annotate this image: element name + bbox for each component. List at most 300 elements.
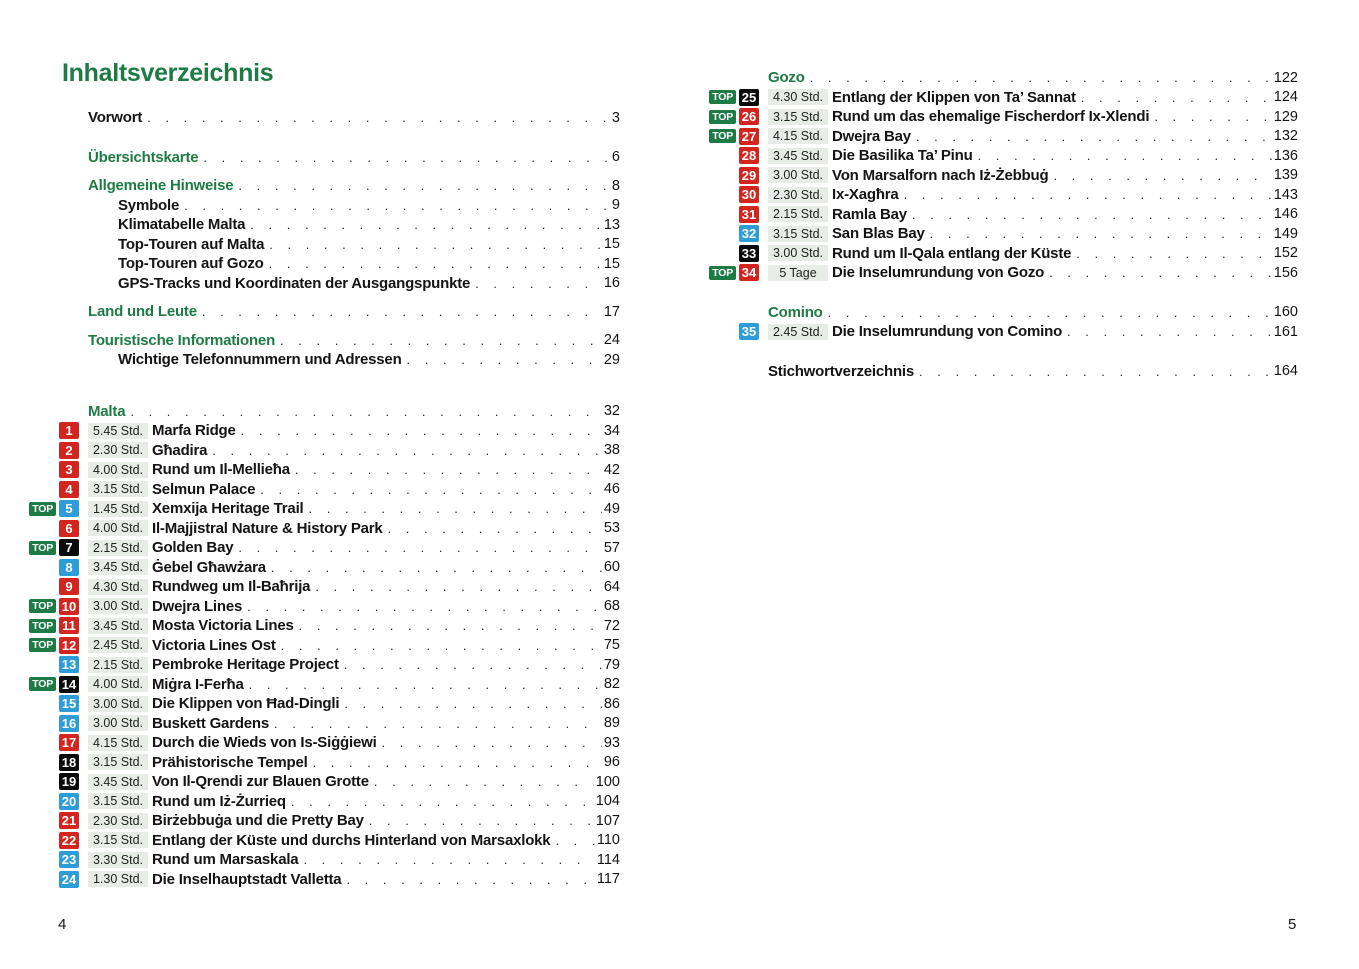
toc-entry-label: Übersichtskarte xyxy=(88,148,199,166)
page-ref: 143 xyxy=(1273,186,1298,203)
page-ref: 49 xyxy=(603,500,620,517)
dot-leader xyxy=(309,501,602,516)
dot-leader xyxy=(344,696,602,711)
top-badge: TOP xyxy=(29,677,56,691)
page-ref: 93 xyxy=(603,734,620,751)
tour-duration: 3.15 Std. xyxy=(88,754,148,770)
toc-entry xyxy=(710,362,1298,382)
tour-badges xyxy=(30,578,79,595)
tour-duration: 3.00 Std. xyxy=(768,167,828,183)
folio-page-number-left: 4 xyxy=(58,916,67,933)
tour-duration: 4.00 Std. xyxy=(88,462,148,478)
page-ref: 16 xyxy=(603,275,620,292)
tour-row xyxy=(710,146,1298,166)
page-ref: 38 xyxy=(603,442,620,459)
toc-entry-label: Land und Leute xyxy=(88,303,197,321)
dot-leader xyxy=(313,755,602,770)
top-badge: TOP xyxy=(709,129,736,143)
tour-duration: 3.30 Std. xyxy=(88,852,148,868)
tour-title: Prähistorische Tempel xyxy=(152,753,308,771)
tour-row xyxy=(30,460,620,480)
tour-number-badge: 20 xyxy=(59,793,79,810)
dot-leader xyxy=(269,237,602,252)
tour-title: Rund um Il-Mellieħa xyxy=(152,461,290,479)
tour-row xyxy=(30,655,620,675)
tour-number-badge: 8 xyxy=(59,559,79,576)
tour-row xyxy=(710,166,1298,186)
dot-leader xyxy=(238,178,610,193)
dot-leader xyxy=(919,364,1272,379)
toc-entry xyxy=(30,350,620,370)
tour-badges xyxy=(30,871,79,888)
tour-title: Golden Bay xyxy=(152,539,234,557)
toc-entry-label: Symbole xyxy=(118,196,180,214)
page-ref: 164 xyxy=(1273,363,1298,380)
tour-number-badge: 9 xyxy=(59,578,79,595)
page-ref: 29 xyxy=(603,351,620,368)
tour-badges xyxy=(710,225,759,242)
top-badge: TOP xyxy=(709,90,736,104)
tour-duration: 5 Tage xyxy=(768,265,828,281)
tour-title: Entlang der Klippen von Ta’ Sannat xyxy=(832,88,1076,106)
page-ref: 104 xyxy=(595,793,620,810)
tour-number-badge: 14 xyxy=(59,676,79,693)
tour-title: Birżebbuġa und die Pretty Bay xyxy=(152,812,364,830)
tour-row xyxy=(710,322,1298,342)
tour-badges xyxy=(30,715,79,732)
tour-number-badge: 10 xyxy=(59,598,79,615)
tour-duration: 2.15 Std. xyxy=(88,540,148,556)
tour-badges xyxy=(710,245,759,262)
page-ref: 132 xyxy=(1273,128,1298,145)
tour-duration: 3.15 Std. xyxy=(768,226,828,242)
tour-row xyxy=(30,616,620,636)
page-ref: 79 xyxy=(603,656,620,673)
tour-number-badge: 11 xyxy=(59,617,79,634)
page-ref: 53 xyxy=(603,520,620,537)
tour-title: Rundweg um Il-Baħrija xyxy=(152,578,311,596)
tour-number-badge: 24 xyxy=(59,871,79,888)
page-ref: 8 xyxy=(611,177,620,194)
page-ref: 96 xyxy=(603,754,620,771)
tour-row xyxy=(30,636,620,656)
tour-badges xyxy=(30,637,79,654)
dot-leader xyxy=(203,150,610,165)
tour-duration: 3.45 Std. xyxy=(88,774,148,790)
tour-badges xyxy=(30,754,79,771)
dot-leader xyxy=(260,482,602,497)
toc-entry xyxy=(30,402,620,422)
tour-title: Durch die Wieds von Is-Siġġiewi xyxy=(152,734,377,752)
dot-leader xyxy=(249,677,602,692)
page-ref: 15 xyxy=(603,255,620,272)
dot-leader xyxy=(1067,324,1272,339)
dot-leader xyxy=(291,794,594,809)
tour-row xyxy=(30,733,620,753)
page-ref: 114 xyxy=(596,851,620,868)
page-ref: 9 xyxy=(611,197,620,214)
tour-badges xyxy=(710,89,759,106)
top-badge: TOP xyxy=(29,599,56,613)
tour-badges xyxy=(30,734,79,751)
tour-badges xyxy=(30,832,79,849)
tour-row xyxy=(710,263,1298,283)
top-badge: TOP xyxy=(29,619,56,633)
tour-number-badge: 17 xyxy=(59,734,79,751)
toc-entry xyxy=(30,148,620,168)
tour-number-badge: 18 xyxy=(59,754,79,771)
tour-duration: 3.15 Std. xyxy=(768,109,828,125)
tour-duration: 4.30 Std. xyxy=(768,89,828,105)
toc-entry-label: Vorwort xyxy=(88,109,143,127)
tour-duration: 2.30 Std. xyxy=(88,813,148,829)
dot-leader xyxy=(271,560,602,575)
dot-leader xyxy=(147,110,610,125)
toc-entry-label: GPS-Tracks und Koordinaten der Ausgangspunkte xyxy=(118,274,471,292)
tour-number-badge: 5 xyxy=(59,500,79,517)
tour-row xyxy=(710,127,1298,147)
page-ref: 64 xyxy=(603,578,620,595)
page-ref: 89 xyxy=(603,715,620,732)
page-ref: 124 xyxy=(1273,89,1298,106)
tour-number-badge: 7 xyxy=(59,539,79,556)
tour-title: Ramla Bay xyxy=(832,205,907,223)
tour-number-badge: 23 xyxy=(59,851,79,868)
toc-entry xyxy=(710,68,1298,88)
tour-row xyxy=(30,772,620,792)
tour-title: Die Inselumrundung von Comino xyxy=(832,323,1063,341)
toc-entry-label: Allgemeine Hinweise xyxy=(88,177,234,195)
tour-title: Victoria Lines Ost xyxy=(152,636,276,654)
tour-row xyxy=(30,538,620,558)
tour-duration: 2.15 Std. xyxy=(88,657,148,673)
tour-title: Von Marsalforn nach Iż-Żebbuġ xyxy=(832,166,1049,184)
page-ref: 32 xyxy=(603,403,620,420)
page-ref: 75 xyxy=(603,637,620,654)
page-ref: 107 xyxy=(595,812,620,829)
tour-duration: 3.45 Std. xyxy=(88,559,148,575)
tour-row xyxy=(30,850,620,870)
tour-duration: 3.00 Std. xyxy=(88,598,148,614)
dot-leader xyxy=(130,404,602,419)
tour-row xyxy=(30,480,620,500)
tour-title: Die Klippen von Ħad-Dingli xyxy=(152,695,340,713)
dot-leader xyxy=(274,716,602,731)
tour-number-badge: 1 xyxy=(59,422,79,439)
tour-row xyxy=(710,244,1298,264)
toc-entry xyxy=(30,254,620,274)
page-ref: 160 xyxy=(1273,304,1298,321)
page-ref: 6 xyxy=(611,149,620,166)
tour-badges xyxy=(30,539,79,556)
tour-duration: 4.00 Std. xyxy=(88,676,148,692)
tour-duration: 2.30 Std. xyxy=(88,442,148,458)
toc-entry xyxy=(30,215,620,235)
tour-number-badge: 35 xyxy=(739,323,759,340)
tour-title: Pembroke Heritage Project xyxy=(152,656,339,674)
tour-badges xyxy=(30,442,79,459)
tour-number-badge: 34 xyxy=(739,264,759,281)
dot-leader xyxy=(299,618,602,633)
toc-entry-label: Wichtige Telefonnummern und Adressen xyxy=(118,351,402,369)
dot-leader xyxy=(374,774,594,789)
tour-number-badge: 21 xyxy=(59,812,79,829)
tour-title: Von Il-Qrendi zur Blauen Grotte xyxy=(152,773,369,791)
tour-duration: 3.15 Std. xyxy=(88,832,148,848)
tour-duration: 3.45 Std. xyxy=(768,148,828,164)
tour-number-badge: 25 xyxy=(739,89,759,106)
dot-leader xyxy=(212,443,602,458)
toc-page-right xyxy=(710,68,1298,381)
top-badge: TOP xyxy=(29,638,56,652)
tour-number-badge: 28 xyxy=(739,147,759,164)
dot-leader xyxy=(269,256,602,271)
tour-badges xyxy=(710,167,759,184)
tour-number-badge: 33 xyxy=(739,245,759,262)
page-ref: 129 xyxy=(1273,108,1298,125)
tour-title: Die Inselumrundung von Gozo xyxy=(832,264,1045,282)
tour-badges xyxy=(30,851,79,868)
tour-badges xyxy=(30,676,79,693)
tour-duration: 2.45 Std. xyxy=(88,637,148,653)
toc-entry-label: Top-Touren auf Malta xyxy=(118,235,265,253)
dot-leader xyxy=(1076,246,1272,261)
tour-row xyxy=(30,421,620,441)
tour-row xyxy=(30,675,620,695)
tour-row xyxy=(710,107,1298,127)
tour-duration: 3.15 Std. xyxy=(88,793,148,809)
tour-badges xyxy=(30,500,79,517)
tour-duration: 1.30 Std. xyxy=(88,871,148,887)
tour-badges xyxy=(710,323,759,340)
dot-leader xyxy=(238,540,602,555)
top-badge: TOP xyxy=(29,541,56,555)
tour-row xyxy=(30,519,620,539)
toc-entry xyxy=(30,235,620,255)
tour-badges xyxy=(30,773,79,790)
dot-leader xyxy=(241,423,602,438)
dot-leader xyxy=(916,129,1272,144)
page-ref: 46 xyxy=(603,481,620,498)
dot-leader xyxy=(250,217,602,232)
tour-number-badge: 29 xyxy=(739,167,759,184)
page-ref: 34 xyxy=(603,422,620,439)
tour-row xyxy=(710,88,1298,108)
tour-number-badge: 32 xyxy=(739,225,759,242)
tour-row xyxy=(30,441,620,461)
dot-leader xyxy=(247,599,602,614)
dot-leader xyxy=(281,638,602,653)
dot-leader xyxy=(1049,265,1272,280)
tour-number-badge: 2 xyxy=(59,442,79,459)
tour-badges xyxy=(30,461,79,478)
tour-badges xyxy=(30,559,79,576)
tour-title: Entlang der Küste und durchs Hinterland von Marsaxlokk xyxy=(152,831,551,849)
tour-duration: 4.00 Std. xyxy=(88,520,148,536)
dot-leader xyxy=(388,521,602,536)
page-ref: 82 xyxy=(603,676,620,693)
dot-leader xyxy=(1081,90,1272,105)
tour-number-badge: 4 xyxy=(59,481,79,498)
tour-title: Rund um Marsaskala xyxy=(152,851,299,869)
dot-leader xyxy=(184,198,610,213)
toc-entry-label: Malta xyxy=(88,402,126,420)
toc-entry-label: Stichwortverzeichnis xyxy=(768,362,915,380)
dot-leader xyxy=(344,657,602,672)
page-ref: 57 xyxy=(603,539,620,556)
tour-badges xyxy=(30,422,79,439)
dot-leader xyxy=(346,872,594,887)
dot-leader xyxy=(810,70,1272,85)
tour-badges xyxy=(710,264,759,281)
tour-number-badge: 22 xyxy=(59,832,79,849)
tour-badges xyxy=(30,656,79,673)
dot-leader xyxy=(369,813,594,828)
tour-duration: 3.00 Std. xyxy=(88,715,148,731)
dot-leader xyxy=(912,207,1272,222)
tour-badges xyxy=(710,186,759,203)
page-ref: 122 xyxy=(1273,69,1298,86)
tour-title: Il-Majjistral Nature & History Park xyxy=(152,519,383,537)
dot-leader xyxy=(1154,109,1271,124)
tour-title: Għadira xyxy=(152,441,208,459)
tour-badges xyxy=(30,598,79,615)
page-ref: 42 xyxy=(603,461,620,478)
folio-page-number-right: 5 xyxy=(1288,916,1297,933)
tour-title: Mosta Victoria Lines xyxy=(152,617,294,635)
dot-leader xyxy=(407,352,602,367)
tour-title: Die Basilika Ta’ Pinu xyxy=(832,147,973,165)
tour-row xyxy=(30,714,620,734)
page-ref: 136 xyxy=(1273,147,1298,164)
page-ref: 86 xyxy=(603,695,620,712)
tour-number-badge: 15 xyxy=(59,695,79,712)
toc-entry-label: Comino xyxy=(768,303,823,321)
tour-title: Rund um Il-Qala entlang der Küste xyxy=(832,244,1072,262)
tour-number-badge: 12 xyxy=(59,637,79,654)
dot-leader xyxy=(202,304,602,319)
tour-number-badge: 31 xyxy=(739,206,759,223)
tour-badges xyxy=(30,481,79,498)
tour-title: San Blas Bay xyxy=(832,225,925,243)
tour-number-badge: 16 xyxy=(59,715,79,732)
dot-leader xyxy=(555,833,594,848)
tour-number-badge: 26 xyxy=(739,108,759,125)
tour-duration: 1.45 Std. xyxy=(88,501,148,517)
dot-leader xyxy=(295,462,602,477)
page-title: Inhaltsverzeichnis xyxy=(62,59,274,87)
tour-number-badge: 13 xyxy=(59,656,79,673)
page-ref: 161 xyxy=(1273,323,1298,340)
toc-entry xyxy=(710,303,1298,323)
tour-number-badge: 3 xyxy=(59,461,79,478)
tour-number-badge: 6 xyxy=(59,520,79,537)
dot-leader xyxy=(1053,168,1271,183)
page-ref: 149 xyxy=(1273,225,1298,242)
tour-row xyxy=(30,811,620,831)
page-ref: 15 xyxy=(603,236,620,253)
tour-row xyxy=(30,558,620,578)
tour-badges xyxy=(30,812,79,829)
tour-title: Rund um das ehemalige Fischerdorf Ix-Xlendi xyxy=(832,108,1150,126)
tour-duration: 4.15 Std. xyxy=(768,128,828,144)
tour-row xyxy=(30,831,620,851)
tour-title: Ġebel Għawżara xyxy=(152,558,266,576)
page-ref: 100 xyxy=(595,773,620,790)
tour-number-badge: 30 xyxy=(739,186,759,203)
dot-leader xyxy=(978,148,1272,163)
tour-duration: 3.15 Std. xyxy=(88,481,148,497)
tour-title: Dwejra Lines xyxy=(152,597,243,615)
tour-duration: 3.45 Std. xyxy=(88,618,148,634)
toc-entry-label: Top-Touren auf Gozo xyxy=(118,255,264,273)
tour-number-badge: 27 xyxy=(739,128,759,145)
page-ref: 3 xyxy=(611,109,620,126)
dot-leader xyxy=(930,226,1272,241)
tour-title: Buskett Gardens xyxy=(152,714,270,732)
tour-badges xyxy=(30,617,79,634)
tour-title: Marfa Ridge xyxy=(152,422,236,440)
dot-leader xyxy=(475,276,602,291)
tour-badges xyxy=(30,520,79,537)
toc-page-left xyxy=(30,60,620,889)
toc-entry xyxy=(30,274,620,294)
tour-badges xyxy=(710,128,759,145)
tour-duration: 2.15 Std. xyxy=(768,206,828,222)
dot-leader xyxy=(315,579,602,594)
tour-row xyxy=(30,577,620,597)
toc-entry xyxy=(30,331,620,351)
dot-leader xyxy=(303,852,594,867)
toc-entry xyxy=(30,176,620,196)
page-ref: 13 xyxy=(603,216,620,233)
toc-entry xyxy=(30,302,620,322)
tour-duration: 5.45 Std. xyxy=(88,423,148,439)
tour-duration: 3.00 Std. xyxy=(88,696,148,712)
tour-row xyxy=(710,185,1298,205)
tour-number-badge: 19 xyxy=(59,773,79,790)
dot-leader xyxy=(382,735,602,750)
tour-title: Rund um Iż-Żurrieq xyxy=(152,792,286,810)
tour-duration: 2.45 Std. xyxy=(768,324,828,340)
tour-title: Xemxija Heritage Trail xyxy=(152,500,304,518)
tour-title: Dwejra Bay xyxy=(832,127,911,145)
page-ref: 156 xyxy=(1273,264,1298,281)
tour-duration: 2.30 Std. xyxy=(768,187,828,203)
toc-entry xyxy=(30,196,620,216)
top-badge: TOP xyxy=(709,266,736,280)
page-ref: 146 xyxy=(1273,206,1298,223)
tour-badges xyxy=(30,793,79,810)
tour-duration: 4.15 Std. xyxy=(88,735,148,751)
toc-entry-label: Touristische Informationen xyxy=(88,331,276,349)
tour-row xyxy=(710,205,1298,225)
page-ref: 139 xyxy=(1273,167,1298,184)
tour-title: Selmun Palace xyxy=(152,480,256,498)
tour-badges xyxy=(710,206,759,223)
tour-title: Ix-Xagħra xyxy=(832,186,899,204)
tour-badges xyxy=(710,108,759,125)
tour-row xyxy=(30,694,620,714)
toc-entry-label: Gozo xyxy=(768,69,805,87)
page-ref: 110 xyxy=(596,832,620,849)
tour-row xyxy=(30,870,620,890)
tour-row xyxy=(30,753,620,773)
dot-leader xyxy=(828,305,1272,320)
tour-title: Miġra I-Ferħa xyxy=(152,675,244,693)
tour-badges xyxy=(30,695,79,712)
tour-row xyxy=(30,792,620,812)
